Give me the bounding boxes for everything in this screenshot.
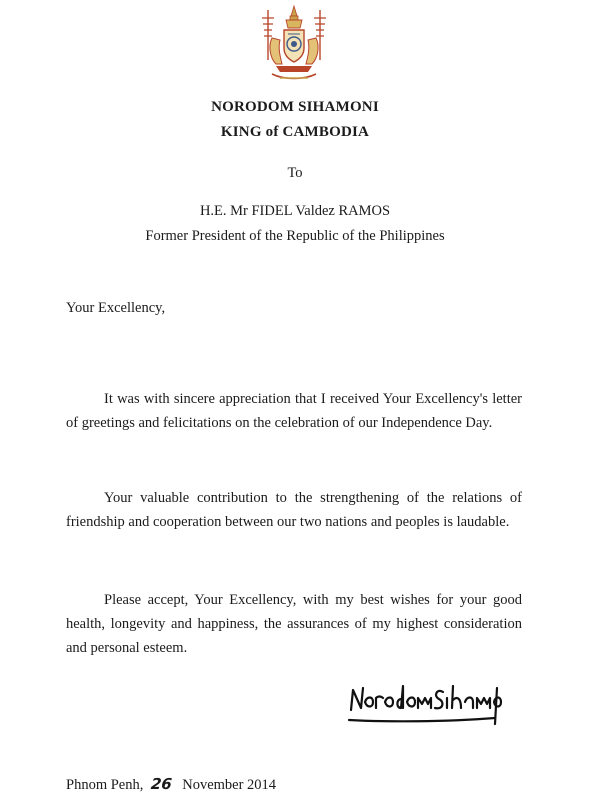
closing-place: Phnom Penh, (66, 777, 144, 793)
body-paragraph-3: Please accept, Your Excellency, with my best wishes for your good health, longevity and happiness, the assurances of my highest consideration and personal esteem. (66, 591, 522, 656)
royal-arms-of-cambodia-icon (258, 4, 330, 84)
recipient-name: H.E. Mr FIDEL Valdez RAMOS (199, 203, 391, 219)
salutation: Your Excellency, (66, 300, 166, 316)
closing-month-year: November 2014 (182, 777, 277, 793)
recipient-title: Former President of the Republic of the Philippines (145, 228, 445, 244)
body-paragraph-1: It was with sincere appreciation that I received Your Excellency's letter of greetings and felicitations on the celebration of our Independence Day. (66, 390, 522, 431)
closing-line (66, 775, 276, 794)
body-paragraph-2: Your valuable contribution to the strengthening of the relations of friendship and cooperation between our two nations and peoples is laudable. (66, 489, 522, 530)
sender-title: KING of CAMBODIA (220, 124, 370, 140)
handwritten-signature (345, 678, 505, 726)
sender-name: NORODOM SIHAMONI (211, 99, 379, 115)
to-label: To (287, 165, 303, 181)
closing-day: 26 (150, 775, 174, 793)
